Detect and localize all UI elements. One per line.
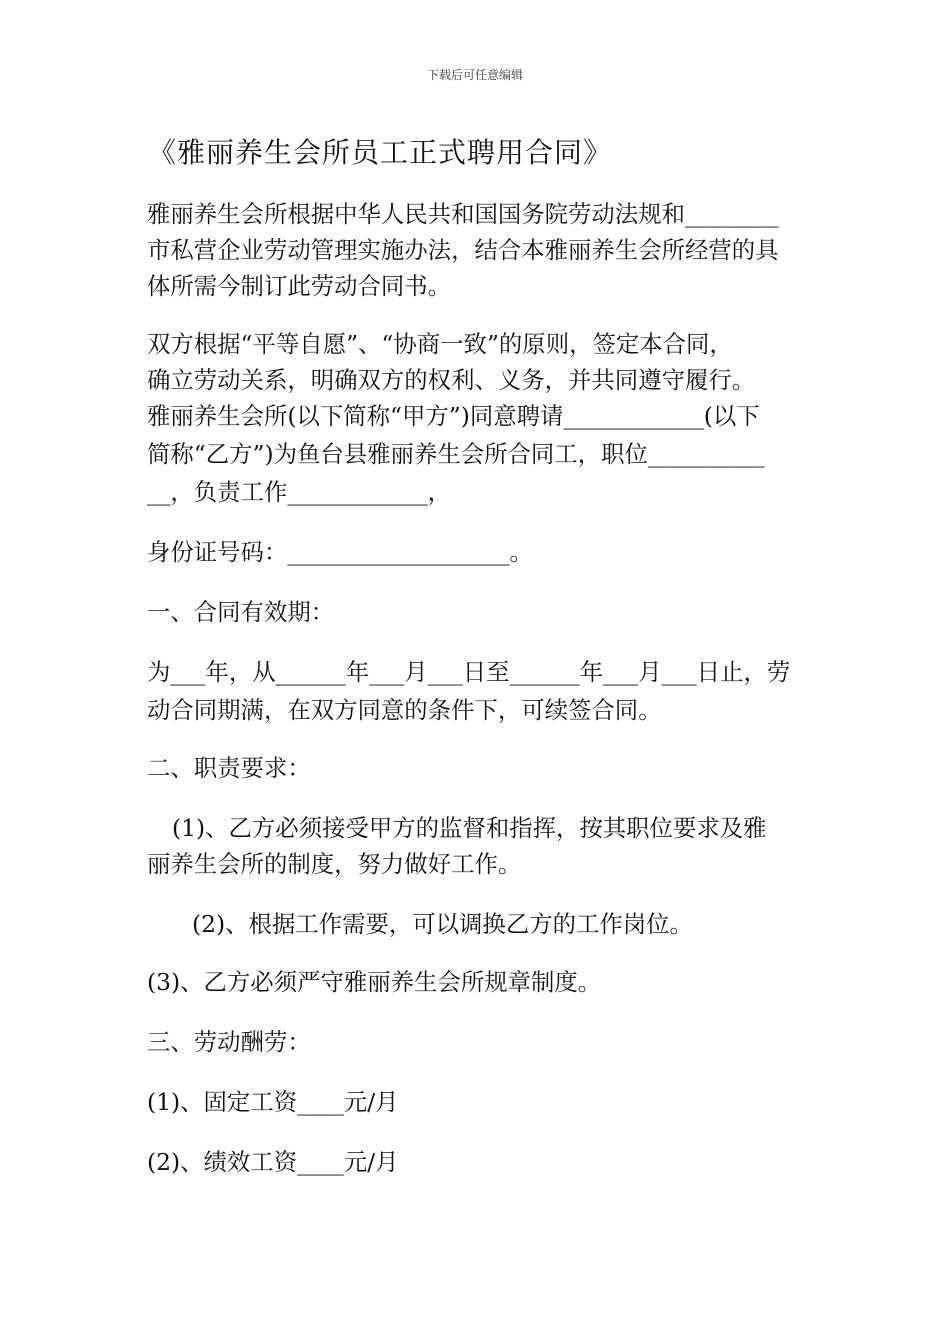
paragraph-line: 确立劳动关系，明确双方的权利、义务，并共同遵守履行。 bbox=[147, 366, 756, 394]
document-title: 《雅丽养生会所员工正式聘用合同》 bbox=[148, 136, 613, 169]
paragraph-line: 体所需今制订此劳动合同书。 bbox=[147, 272, 452, 300]
list-item: (3)、乙方必须严守雅丽养生会所规章制度。 bbox=[147, 968, 602, 996]
list-item: (1)、固定工资____元/月 bbox=[147, 1088, 399, 1116]
section-heading: 一、合同有效期： bbox=[147, 598, 335, 626]
header-note: 下载后可任意编辑 bbox=[426, 68, 523, 82]
list-item: (2)、根据工作需要，可以调换乙方的工作岗位。 bbox=[192, 910, 693, 938]
paragraph-line: 为___年，从______年___月___日至______年___月___日止，劳 bbox=[147, 658, 791, 686]
paragraph-line: 市私营企业劳动管理实施办法，结合本雅丽养生会所经营的具 bbox=[147, 236, 779, 264]
paragraph-line: 雅丽养生会所根据中华人民共和国国务院劳动法规和________ bbox=[147, 200, 779, 228]
list-item: (2)、绩效工资____元/月 bbox=[147, 1148, 399, 1176]
paragraph-line: 简称“乙方”)为鱼台县雅丽养生会所合同工，职位__________ bbox=[147, 440, 765, 468]
section-heading: 二、职责要求： bbox=[147, 754, 311, 782]
list-item-continuation: 丽养生会所的制度，努力做好工作。 bbox=[147, 850, 522, 878]
paragraph-line: 双方根据“平等自愿”、“协商一致”的原则，签定本合同， bbox=[147, 330, 733, 358]
id-number-line: 身份证号码：___________________。 bbox=[147, 538, 533, 566]
paragraph-line: 雅丽养生会所(以下简称“甲方”)同意聘请____________(以下 bbox=[147, 402, 760, 430]
list-item: (1)、乙方必须接受甲方的监督和指挥，按其职位要求及雅 bbox=[172, 814, 767, 842]
section-heading: 三、劳动酬劳： bbox=[147, 1028, 311, 1056]
paragraph-line: __，负责工作____________， bbox=[147, 478, 452, 506]
paragraph-line: 动合同期满，在双方同意的条件下，可续签合同。 bbox=[147, 696, 662, 724]
